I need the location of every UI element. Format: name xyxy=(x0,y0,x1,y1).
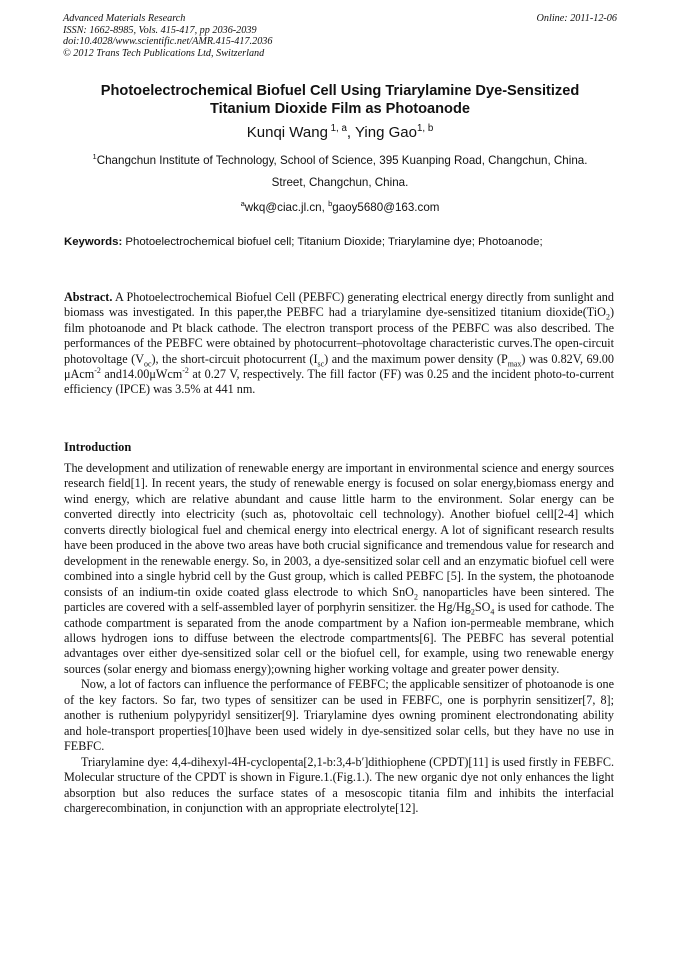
keywords-label: Keywords: xyxy=(64,236,123,248)
paper-title xyxy=(40,82,640,118)
section-heading: Introduction xyxy=(64,440,132,454)
keywords xyxy=(64,236,624,248)
paper-title-line-1: Photoelectrochemical Biofuel Cell Using Triarylamine Dye-Sensitized xyxy=(100,83,580,99)
subscript: 4 xyxy=(490,607,495,617)
subscript: 2 xyxy=(605,312,610,322)
author-affiliation-mark: 1, a xyxy=(327,123,347,134)
author-separator: , xyxy=(346,124,355,141)
journal-doi: doi:10.4028/www.scientific.net/AMR.415-417.2036 xyxy=(63,36,273,48)
affiliation-line-2: Street, Changchun, China. xyxy=(271,176,409,189)
journal-issn: ISSN: 1662-8985, Vols. 415-417, pp 2036-2039 xyxy=(63,24,257,36)
affiliation xyxy=(40,150,640,194)
subscript: 2 xyxy=(470,607,475,617)
paragraph-text: The development and utilization of renewable energy are important in environmental science and energy sources research field[1]. In recent years, the study of renewable energy is focused on solar energy,biomass energy and wind energy, which are relative abundant and cause little harm to the environment. Solar energy can be converted directly into electricity (such as, photovoltaic cell technology). Another biofuel cell[2-4] which converts directly biological fuel and chemical energy into electrical energy. A lot of significant research results have been produced in the above two areas have both crucial significance and tremendous value for research and development in the renewable energy. So, in 2003, a dye-sensitized solar cell and an enzymatic biofuel cell were combined into a single hybrid cell by the Gust group, which is called PEBFC [5]. In the system, the photoanode consists of an indium-tin oxide coated glass electrode to which SnO xyxy=(64,461,614,599)
author-affiliation-mark: 1, b xyxy=(416,123,434,134)
affiliation-line-1 xyxy=(40,150,640,172)
abstract-text: A Photoelectrochemical Biofuel Cell (PEBFC) generating electrical energy directly from sunlight and biomass was investigated. In this paper,the PEBFC had a triarylamine dye-sensitized titanium dioxide(TiO xyxy=(64,290,614,320)
email-mark: b xyxy=(328,199,333,209)
author-list xyxy=(40,124,640,141)
subscript: 2 xyxy=(413,592,418,602)
journal-header xyxy=(63,13,617,59)
affiliation-text: Changchun Institute of Technology, School of Science, 395 Kuanping Road, Changchun, China. xyxy=(96,154,588,167)
abstract xyxy=(64,290,614,398)
email-mark: a xyxy=(240,199,245,209)
paper-title-line-2: Titanium Dioxide Film as Photoanode xyxy=(209,101,470,117)
abstract-text: at 0.27 V, respectively. The fill factor (FF) was 0.25 and the incident photo-to-current efficiency (IPCE) was 3.5% at 441 nm. xyxy=(64,367,614,397)
journal-copyright: © 2012 Trans Tech Publications Ltd, Switzerland xyxy=(63,47,265,59)
superscript: -2 xyxy=(182,365,189,375)
journal-name: Advanced Materials Research xyxy=(63,13,186,24)
author-name: Kunqi Wang xyxy=(246,124,328,141)
abstract-text: ) film photoanode and Pt black cathode. The electron transport process of the PEBFC was also described. The performances of the PEBFC were obtained by photocurrent–photovoltage characteristic curves.The open-circuit photovoltage (V xyxy=(64,305,614,366)
paragraph: Now, a lot of factors can influence the performance of FEBFC; the applicable sensitizer of photoanode is one of the key factors. So far, two types of sensitizer can be used in FEBFC, one is porphyrin sensitizer[7, 8]; another is ruthenium polypyridyl sensitizer[9]. Triarylamine dyes owning prominent electrondonating ability and hole-transport properties[10]have been used widely in dye-sensitized solar cells, but they have no use in FEBFC. xyxy=(64,677,614,754)
author-name: Ying Gao xyxy=(354,124,417,141)
superscript: -2 xyxy=(94,365,101,375)
abstract-text: ) was 0.82V, 69.00 μAcm xyxy=(64,351,614,382)
online-date: Online: 2011-12-06 xyxy=(536,13,617,24)
email-address: wkq@ciac.jl.cn, xyxy=(244,201,329,214)
abstract-label: Abstract. xyxy=(64,290,113,304)
abstract-text: ), the short-circuit photocurrent (I xyxy=(151,351,318,366)
abstract-text: ) and the maximum power density (P xyxy=(324,351,508,366)
email-address: gaoy5680@163.com xyxy=(332,201,440,214)
paragraph-text: is used for cathode. The cathode compartment is separated from the anode compartment by a Nafion ion-permeable membrane, which allows hydrogen ions to diffuse between the electrode compartments[6]. The PEBFC has several potential advantages over either dye-sensitized solar cell or the biofuel cell, for example, using two renewable energy sources (solar energy and biomass energy);owning higher working voltage and greater power density. xyxy=(64,600,615,676)
introduction-body xyxy=(64,461,614,816)
abstract-text: and14.00μWcm xyxy=(100,367,183,382)
subscript: sc xyxy=(317,359,325,369)
paragraph-text: nanoparticles have been sintered. The particles are covered with a self-assembled layer of porphyrin sensitizer. the Hg/Hg xyxy=(64,584,615,615)
affiliation-mark: 1 xyxy=(92,152,97,162)
keywords-text: Photoelectrochemical biofuel cell; Titanium Dioxide; Triarylamine dye; Photoanode; xyxy=(122,236,543,248)
paragraph: Triarylamine dye: 4,4-dihexyl-4H-cyclopenta[2,1-b:3,4-b′]dithiophene (CPDT)[11] is used firstly in FEBFC. Molecular structure of the CPDT is shown in Figure.1.(Fig.1.). The new organic dye not only enhances the light absorption but also reduces the surface states of a mesoscopic titania film and inhibits the interfacial chargerecombination, in conjunction with an appropriate electrolyte[12]. xyxy=(64,754,614,815)
paragraph xyxy=(64,461,614,677)
subscript: max xyxy=(507,359,522,369)
paragraph-text: SO xyxy=(474,600,491,615)
subscript: oc xyxy=(144,359,152,369)
author-emails xyxy=(40,201,640,214)
